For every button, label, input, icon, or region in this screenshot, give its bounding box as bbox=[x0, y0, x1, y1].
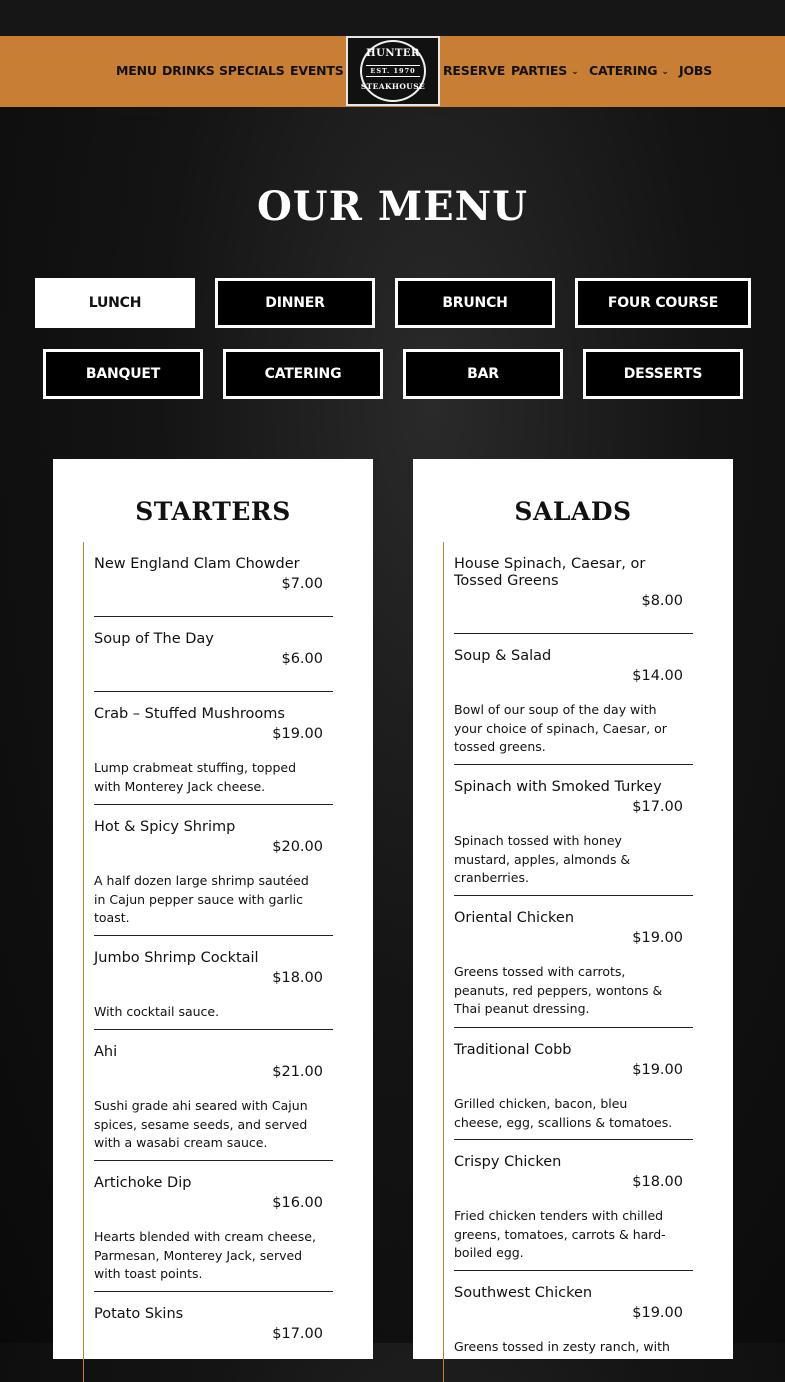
menu-item bbox=[454, 1285, 693, 1357]
item-price: $17.00 bbox=[632, 799, 683, 815]
menu-item bbox=[94, 1175, 333, 1284]
section-accent-rule bbox=[443, 542, 444, 1382]
nav-catering[interactable] bbox=[589, 63, 669, 78]
nav-specials[interactable]: SPECIALS bbox=[219, 63, 285, 78]
item-price: $19.00 bbox=[632, 930, 683, 946]
item-price: $17.00 bbox=[272, 1326, 323, 1342]
item-description: With cocktail sauce. bbox=[94, 1004, 220, 1019]
menu-item bbox=[454, 556, 693, 610]
tab-lunch[interactable]: LUNCH bbox=[35, 278, 195, 328]
item-name: Soup of The Day bbox=[94, 631, 214, 647]
tab-brunch[interactable]: BRUNCH bbox=[395, 278, 555, 328]
item-price: $7.00 bbox=[281, 576, 323, 592]
item-price: $6.00 bbox=[281, 651, 323, 667]
salads-card bbox=[413, 459, 733, 1359]
item-name: Spinach with Smoked Turkey bbox=[454, 779, 662, 795]
item-price: $20.00 bbox=[272, 839, 323, 855]
item-price: $18.00 bbox=[272, 970, 323, 986]
item-price: $18.00 bbox=[632, 1174, 683, 1190]
tab-catering[interactable]: CATERING bbox=[223, 349, 383, 399]
chevron-down-icon: ⌄ bbox=[571, 67, 579, 77]
page-title: OUR MENU bbox=[256, 183, 529, 230]
item-name: Crab – Stuffed Mushrooms bbox=[94, 706, 285, 722]
item-name: Potato Skins bbox=[94, 1306, 184, 1322]
item-name: Hot & Spicy Shrimp bbox=[94, 819, 236, 835]
item-divider bbox=[454, 633, 693, 634]
nav-parties-label: PARTIES bbox=[511, 63, 568, 78]
menu-item bbox=[94, 1044, 333, 1153]
menu-item bbox=[454, 779, 693, 888]
item-price: $14.00 bbox=[632, 668, 683, 684]
tab-banquet[interactable]: BANQUET bbox=[43, 349, 203, 399]
item-divider bbox=[454, 895, 693, 896]
item-description: Grilled chicken, bacon, bleu cheese, egg, scallions & tomatoes. bbox=[454, 1096, 673, 1130]
item-price: $19.00 bbox=[632, 1062, 683, 1078]
hunter-steakhouse-logo[interactable] bbox=[346, 36, 440, 106]
item-price: $8.00 bbox=[641, 593, 683, 609]
item-description: Greens tossed with carrots, peanuts, red peppers, wontons & Thai peanut dressing. bbox=[454, 964, 663, 1016]
menu-item bbox=[94, 819, 333, 928]
menu-item bbox=[94, 631, 333, 668]
item-description: Spinach tossed with honey mustard, apples, almonds & cranberries. bbox=[454, 833, 631, 885]
item-description: Lump crabmeat stuffing, topped with Monterey Jack cheese. bbox=[94, 760, 297, 794]
item-price: $19.00 bbox=[632, 1305, 683, 1321]
starters-card bbox=[53, 459, 373, 1359]
nav-reserve[interactable]: RESERVE bbox=[443, 63, 506, 78]
item-divider bbox=[454, 1270, 693, 1271]
item-divider bbox=[94, 1160, 333, 1161]
nav-parties[interactable] bbox=[511, 63, 578, 78]
menu-item bbox=[94, 950, 333, 1022]
nav-active-indicator bbox=[116, 117, 157, 120]
item-price: $19.00 bbox=[272, 726, 323, 742]
menu-item bbox=[454, 1042, 693, 1132]
nav-events[interactable]: EVENTS bbox=[290, 63, 344, 78]
tab-four-course[interactable]: FOUR COURSE bbox=[575, 278, 751, 328]
item-price: $16.00 bbox=[272, 1195, 323, 1211]
logo-bottom-text: STEAKHOUSE bbox=[360, 82, 426, 91]
menu-item bbox=[94, 706, 333, 796]
item-name: Ahi bbox=[94, 1044, 118, 1060]
tab-dinner[interactable]: DINNER bbox=[215, 278, 375, 328]
item-name: Soup & Salad bbox=[454, 648, 552, 664]
logo-est-text bbox=[348, 67, 438, 75]
item-name: Artichoke Dip bbox=[94, 1175, 192, 1191]
logo-top-text: HUNTER bbox=[366, 48, 420, 59]
chevron-down-icon: ⌄ bbox=[661, 67, 669, 77]
item-name: Jumbo Shrimp Cocktail bbox=[94, 950, 259, 966]
item-price: $21.00 bbox=[272, 1064, 323, 1080]
item-name: Southwest Chicken bbox=[454, 1285, 593, 1301]
item-name: Crispy Chicken bbox=[454, 1154, 562, 1170]
section-accent-rule bbox=[83, 542, 84, 1382]
item-divider bbox=[454, 1027, 693, 1028]
menu-item bbox=[454, 648, 693, 757]
top-strip bbox=[0, 0, 785, 36]
menu-item bbox=[454, 910, 693, 1019]
item-description: Greens tossed in zesty ranch, with bbox=[454, 1339, 670, 1354]
logo-est-label: EST. 1970 bbox=[366, 65, 419, 77]
item-description: Bowl of our soup of the day with your choice of spinach, Caesar, or tossed greens. bbox=[454, 702, 667, 754]
section-title-salads: SALADS bbox=[514, 497, 632, 526]
nav-catering-label: CATERING bbox=[589, 63, 658, 78]
item-divider bbox=[94, 804, 333, 805]
item-divider bbox=[94, 691, 333, 692]
item-divider bbox=[94, 1291, 333, 1292]
nav-jobs[interactable]: JOBS bbox=[679, 63, 713, 78]
nav-menu[interactable]: MENU bbox=[116, 63, 157, 78]
item-divider bbox=[94, 1029, 333, 1030]
item-description: Hearts blended with cream cheese, Parmesan, Monterey Jack, served with toast points. bbox=[94, 1229, 316, 1281]
item-name: House Spinach, Caesar, or Tossed Greens bbox=[454, 556, 646, 589]
menu-item bbox=[94, 1306, 333, 1343]
nav-drinks[interactable]: DRINKS bbox=[162, 63, 215, 78]
item-divider bbox=[94, 616, 333, 617]
item-divider bbox=[94, 935, 333, 936]
section-title-starters: STARTERS bbox=[135, 497, 291, 526]
item-description: A half dozen large shrimp sautéed in Cajun pepper sauce with garlic toast. bbox=[94, 873, 309, 925]
tab-bar[interactable]: BAR bbox=[403, 349, 563, 399]
item-description: Fried chicken tenders with chilled greens, tomatoes, carrots & hard-boiled egg. bbox=[454, 1208, 666, 1260]
tab-desserts[interactable]: DESSERTS bbox=[583, 349, 743, 399]
item-divider bbox=[454, 764, 693, 765]
menu-item bbox=[94, 556, 333, 593]
item-name: Oriental Chicken bbox=[454, 910, 575, 926]
item-name: Traditional Cobb bbox=[454, 1042, 572, 1058]
item-name: New England Clam Chowder bbox=[94, 556, 300, 572]
item-divider bbox=[454, 1139, 693, 1140]
menu-item bbox=[454, 1154, 693, 1263]
item-description: Sushi grade ahi seared with Cajun spices, sesame seeds, and served with a wasabi cream sauce. bbox=[94, 1098, 308, 1150]
